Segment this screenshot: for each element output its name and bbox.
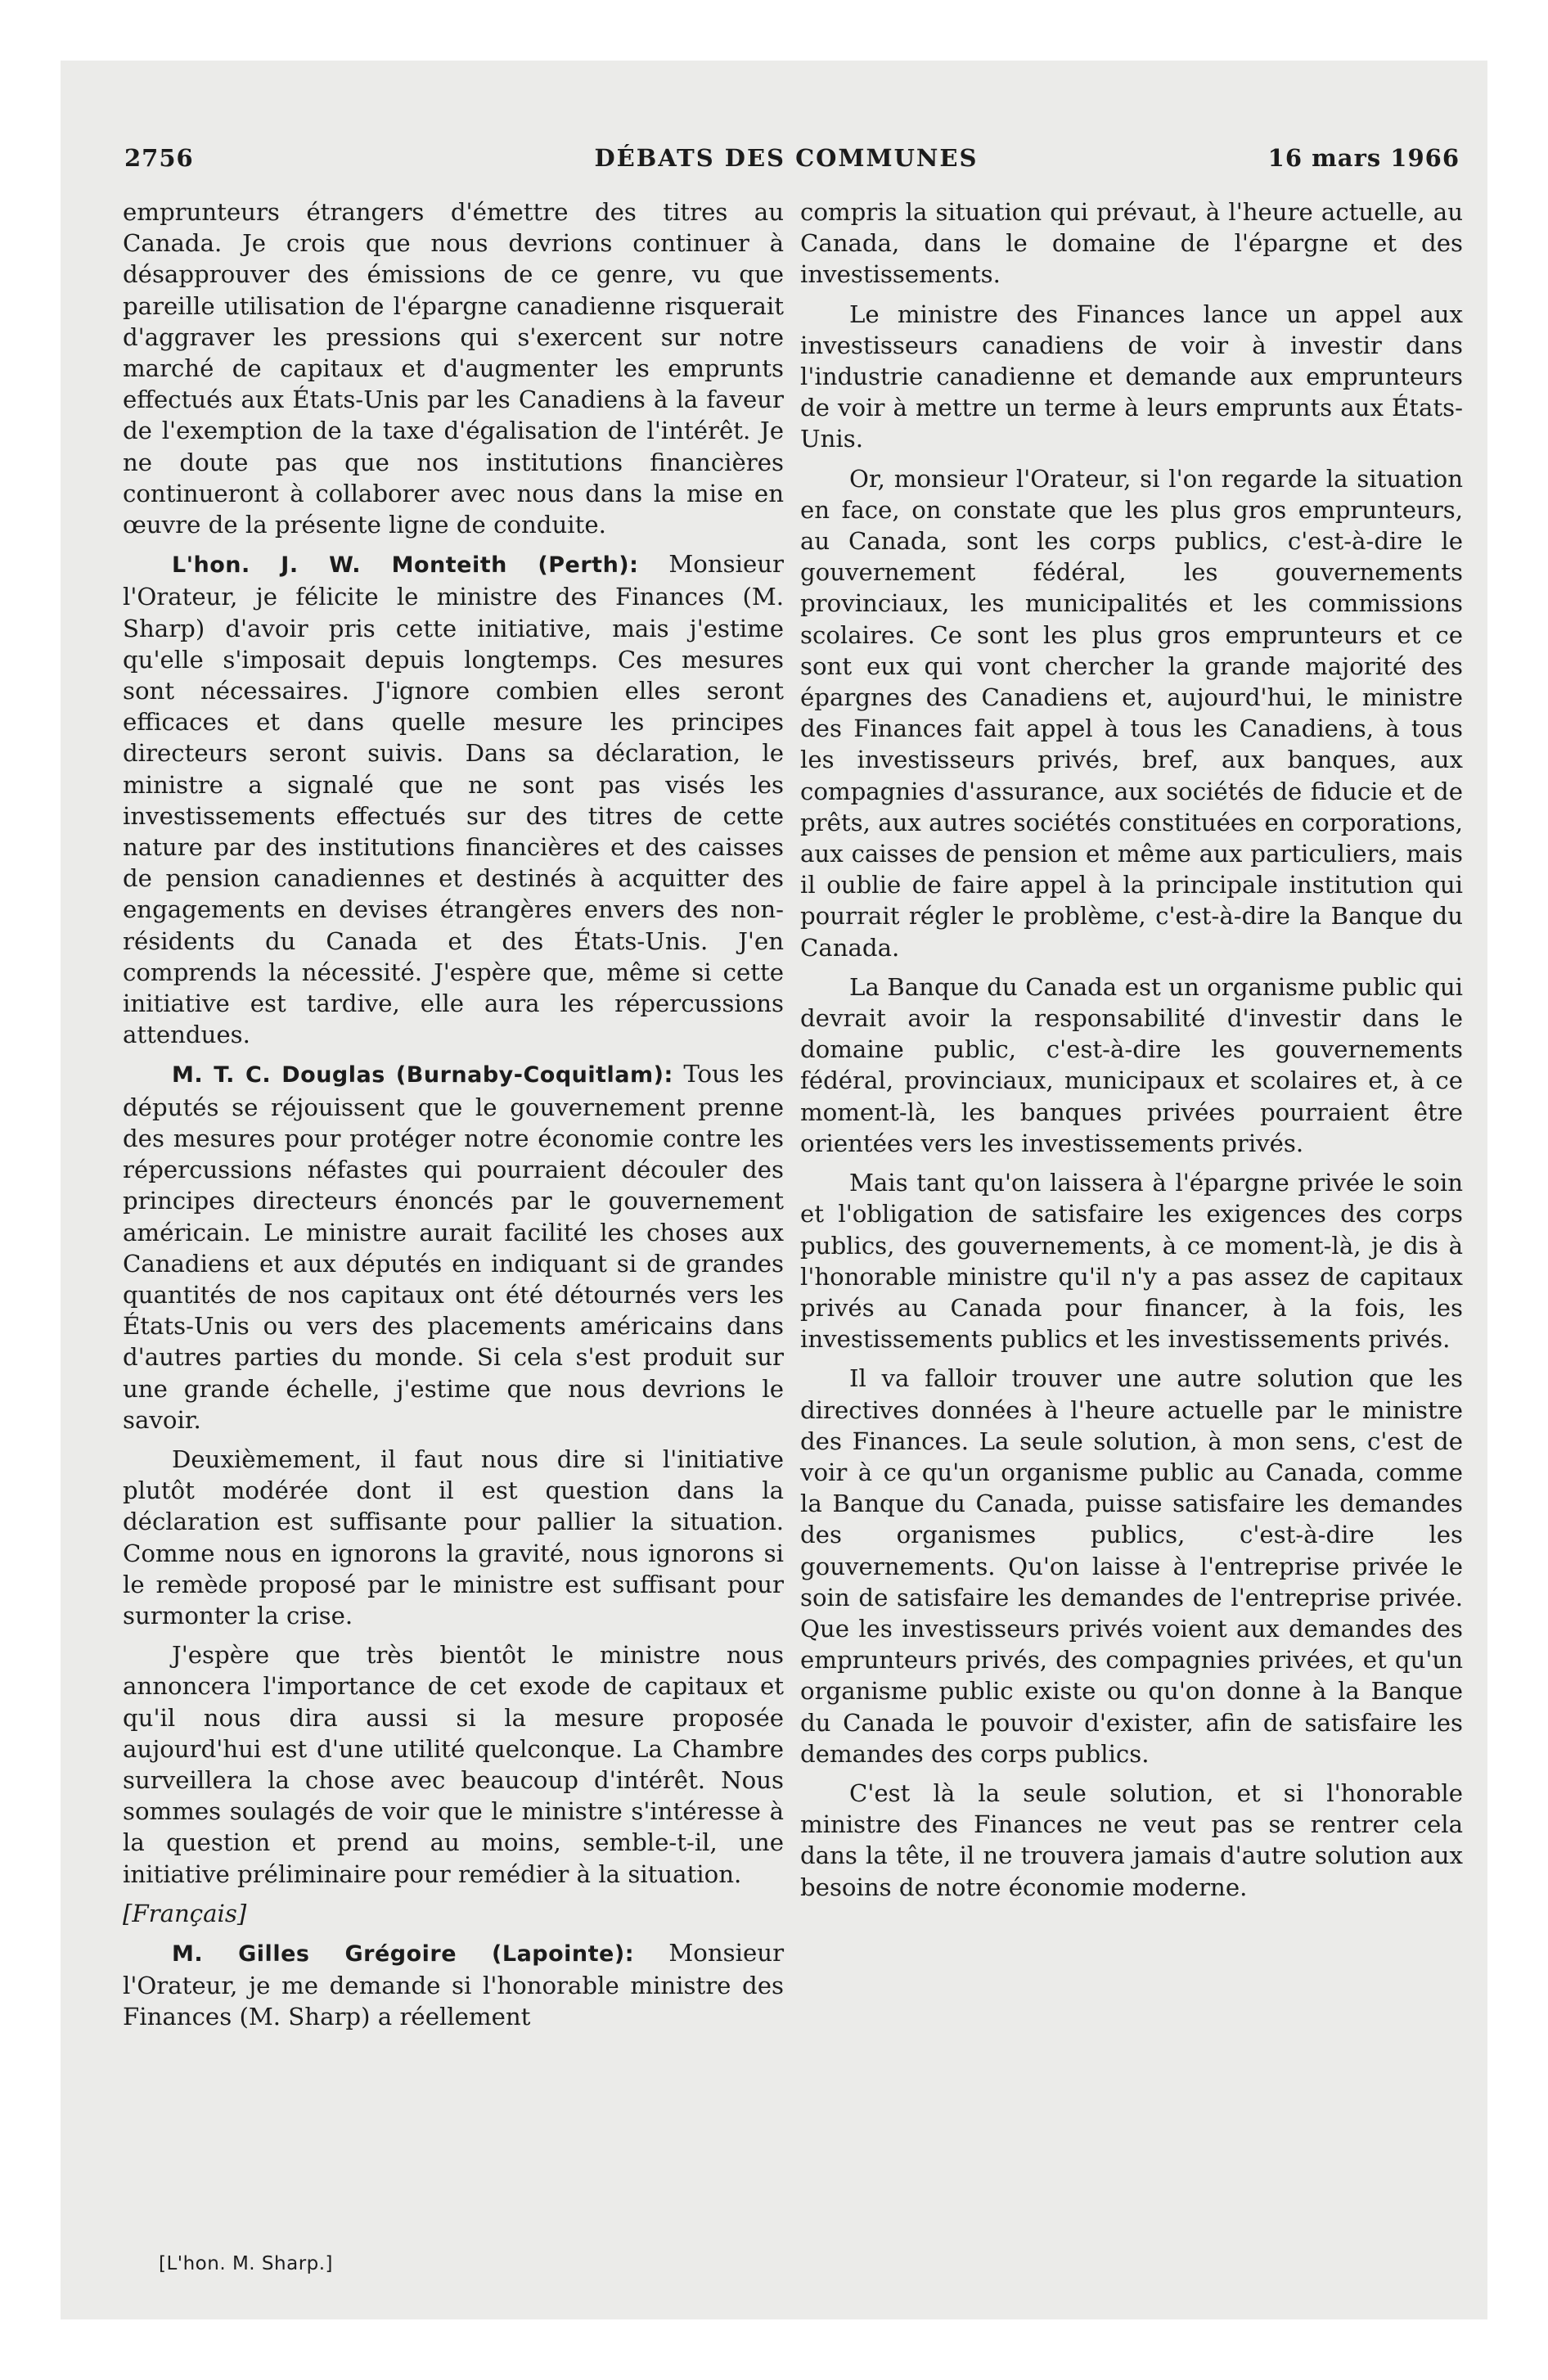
speech-paragraph [123,1937,784,2033]
paragraph: Le ministre des Finances lance un appel aux investisseurs canadiens de voir à investir dans l'industrie canadienne et demande aux emprunteurs de voir à mettre un terme à leurs emprunts aux États-Unis. [800,300,1463,453]
speech-paragraph [123,1058,784,1435]
speaker-name: M. T. C. Douglas (Burnaby-Coquitlam): [172,1062,673,1089]
footer-note: [L'hon. M. Sharp.] [159,2253,334,2274]
paragraph: emprunteurs étrangers d'émettre des titres au Canada. Je crois que nous devrions continuer à désapprouver des émissions de ce genre, vu que pareille utilisation de l'épargne canadienne risquerait d'aggraver les pressions qui s'exercent sur notre marché de capitaux et d'augmenter les emprunts effectués aux États-Unis par les Canadiens à la faveur de l'exemption de la taxe d'égalisation de l'intérêt. Je ne doute pas que nos institutions financières continueront à collaborer avec nous dans la mise en œuvre de la présente ligne de conduite. [123,198,784,539]
paragraph: Or, monsieur l'Orateur, si l'on regarde la situation en face, on constate que les plus gros emprunteurs, au Canada, sont les corps publics, c'est-à-dire le gouvernement fédéral, les gouvernements provinciaux, les municipalités et les commissions scolaires. Ce sont les plus gros emprunteurs et ce sont eux qui vont chercher la grande majorité des épargnes des Canadiens et, aujourd'hui, le ministre des Finances fait appel à tous les Canadiens, à tous les investisseurs privés, bref, aux banques, aux compagnies d'assurance, aux sociétés de fiducie et de prêts, aux autres sociétés constituées en corporations, aux caisses de pension et même aux particuliers, mais il oublie de faire appel à la principale institution qui pourrait régler le problème, c'est-à-dire la Banque du Canada. [800,464,1463,962]
paragraph: compris la situation qui prévaut, à l'heure actuelle, au Canada, dans le domaine de l'épargne et des investissements. [800,198,1463,289]
right-column [800,196,1463,1911]
left-column [123,196,784,2041]
speech-text: Monsieur l'Orateur, je félicite le ministre des Finances (M. Sharp) d'avoir pris cette initiative, mais j'estime qu'elle s'imposait depuis longtemps. Ces mesures sont nécessaires. J'ignore combien elles seront efficaces et dans quelle mesure les principes directeurs seront suivis. Dans sa déclaration, le ministre a signalé que ne sont pas visés les investissements effectués sur des titres de cette nature par des institutions financières et des caisses de pension canadiennes et destinés à acquitter des engagements en devises étrangères envers des non-résidents du Canada et des États-Unis. J'en comprends la nécessité. J'espère que, même si cette initiative est tardive, elle aura les répercussions attendues. [123,550,784,1049]
speaker-name: M. Gilles Grégoire (Lapointe): [172,1941,635,1967]
paragraph: J'espère que très bientôt le ministre nous annoncera l'importance de cet exode de capitaux et qu'il nous dira aussi si la mesure proposée aujourd'hui est d'une utilité quelconque. La Chambre surveillera la chose avec beaucoup d'intérêt. Nous sommes soulagés de voir que le ministre s'intéresse à la question et prend au moins, semble-t-il, une initiative préliminaire pour remédier à la situation. [123,1641,784,1888]
language-marker: [Français] [123,1899,247,1927]
paragraph: C'est là la seule solution, et si l'honorable ministre des Finances ne veut pas se rentrer cela dans la tête, il ne trouvera jamais d'autre solution aux besoins de notre économie moderne. [800,1778,1463,1901]
page-header [113,144,1460,185]
publication-title: DÉBATS DES COMMUNES [594,144,979,172]
speech-paragraph [123,548,784,1050]
speech-text: Monsieur l'Orateur, je me demande si l'honorable ministre des Finances (M. Sharp) a réellement [123,1938,785,2031]
paragraph: Mais tant qu'on laissera à l'épargne privée le soin et l'obligation de satisfaire les exigences des corps publics, des gouvernements, à ce moment-là, je dis à l'honorable ministre qu'il n'y a pas assez de capitaux privés au Canada pour financer, à la fois, les investissements publics et les investissements privés. [800,1169,1463,1354]
page-number: 2756 [124,144,194,172]
paragraph: Deuxièmement, il faut nous dire si l'initiative plutôt modérée dont il est question dans la déclaration est suffisante pour pallier la situation. Comme nous en ignorons la gravité, nous ignorons si le remède proposé par le ministre est suffisant pour surmonter la crise. [123,1445,784,1629]
paragraph: La Banque du Canada est un organisme public qui devrait avoir la responsabilité d'investir dans le domaine public, c'est-à-dire les gouvernements fédéral, provinciaux, municipaux et scolaires et, à ce moment-là, les banques privées pourraient être orientées vers les investissements privés. [800,972,1463,1157]
speech-text: Tous les députés se réjouissent que le gouvernement prenne des mesures pour protéger notre économie contre les répercussions néfastes qui pourraient découler des principes directeurs énoncés par le gouvernement américain. Le ministre aurait facilité les choses aux Canadiens et aux députés en indiquant si de grandes quantités de nos capitaux ont été détournés vers les États-Unis ou vers des placements américains dans d'autres parties du monde. Si cela s'est produit sur une grande échelle, j'estime que nous devrions le savoir. [123,1060,784,1434]
speaker-name: L'hon. J. W. Monteith (Perth): [172,552,639,579]
paragraph: Il va falloir trouver une autre solution que les directives données à l'heure actuelle par le ministre des Finances. La seule solution, à mon sens, c'est de voir à ce qu'un organisme public au Canada, comme la Banque du Canada, puisse satisfaire les demandes des organismes publics, c'est-à-dire les gouvernements. Qu'on laisse à l'entreprise privée le soin de satisfaire les demandes de l'entreprise privée. Que les investisseurs privés voient aux demandes des emprunteurs privés, des compagnies privées, et qu'un organisme public existe ou qu'on donne à la Banque du Canada le pouvoir d'exister, afin de satisfaire les demandes des corps publics. [800,1364,1463,1768]
page-date: 16 mars 1966 [1267,144,1460,172]
